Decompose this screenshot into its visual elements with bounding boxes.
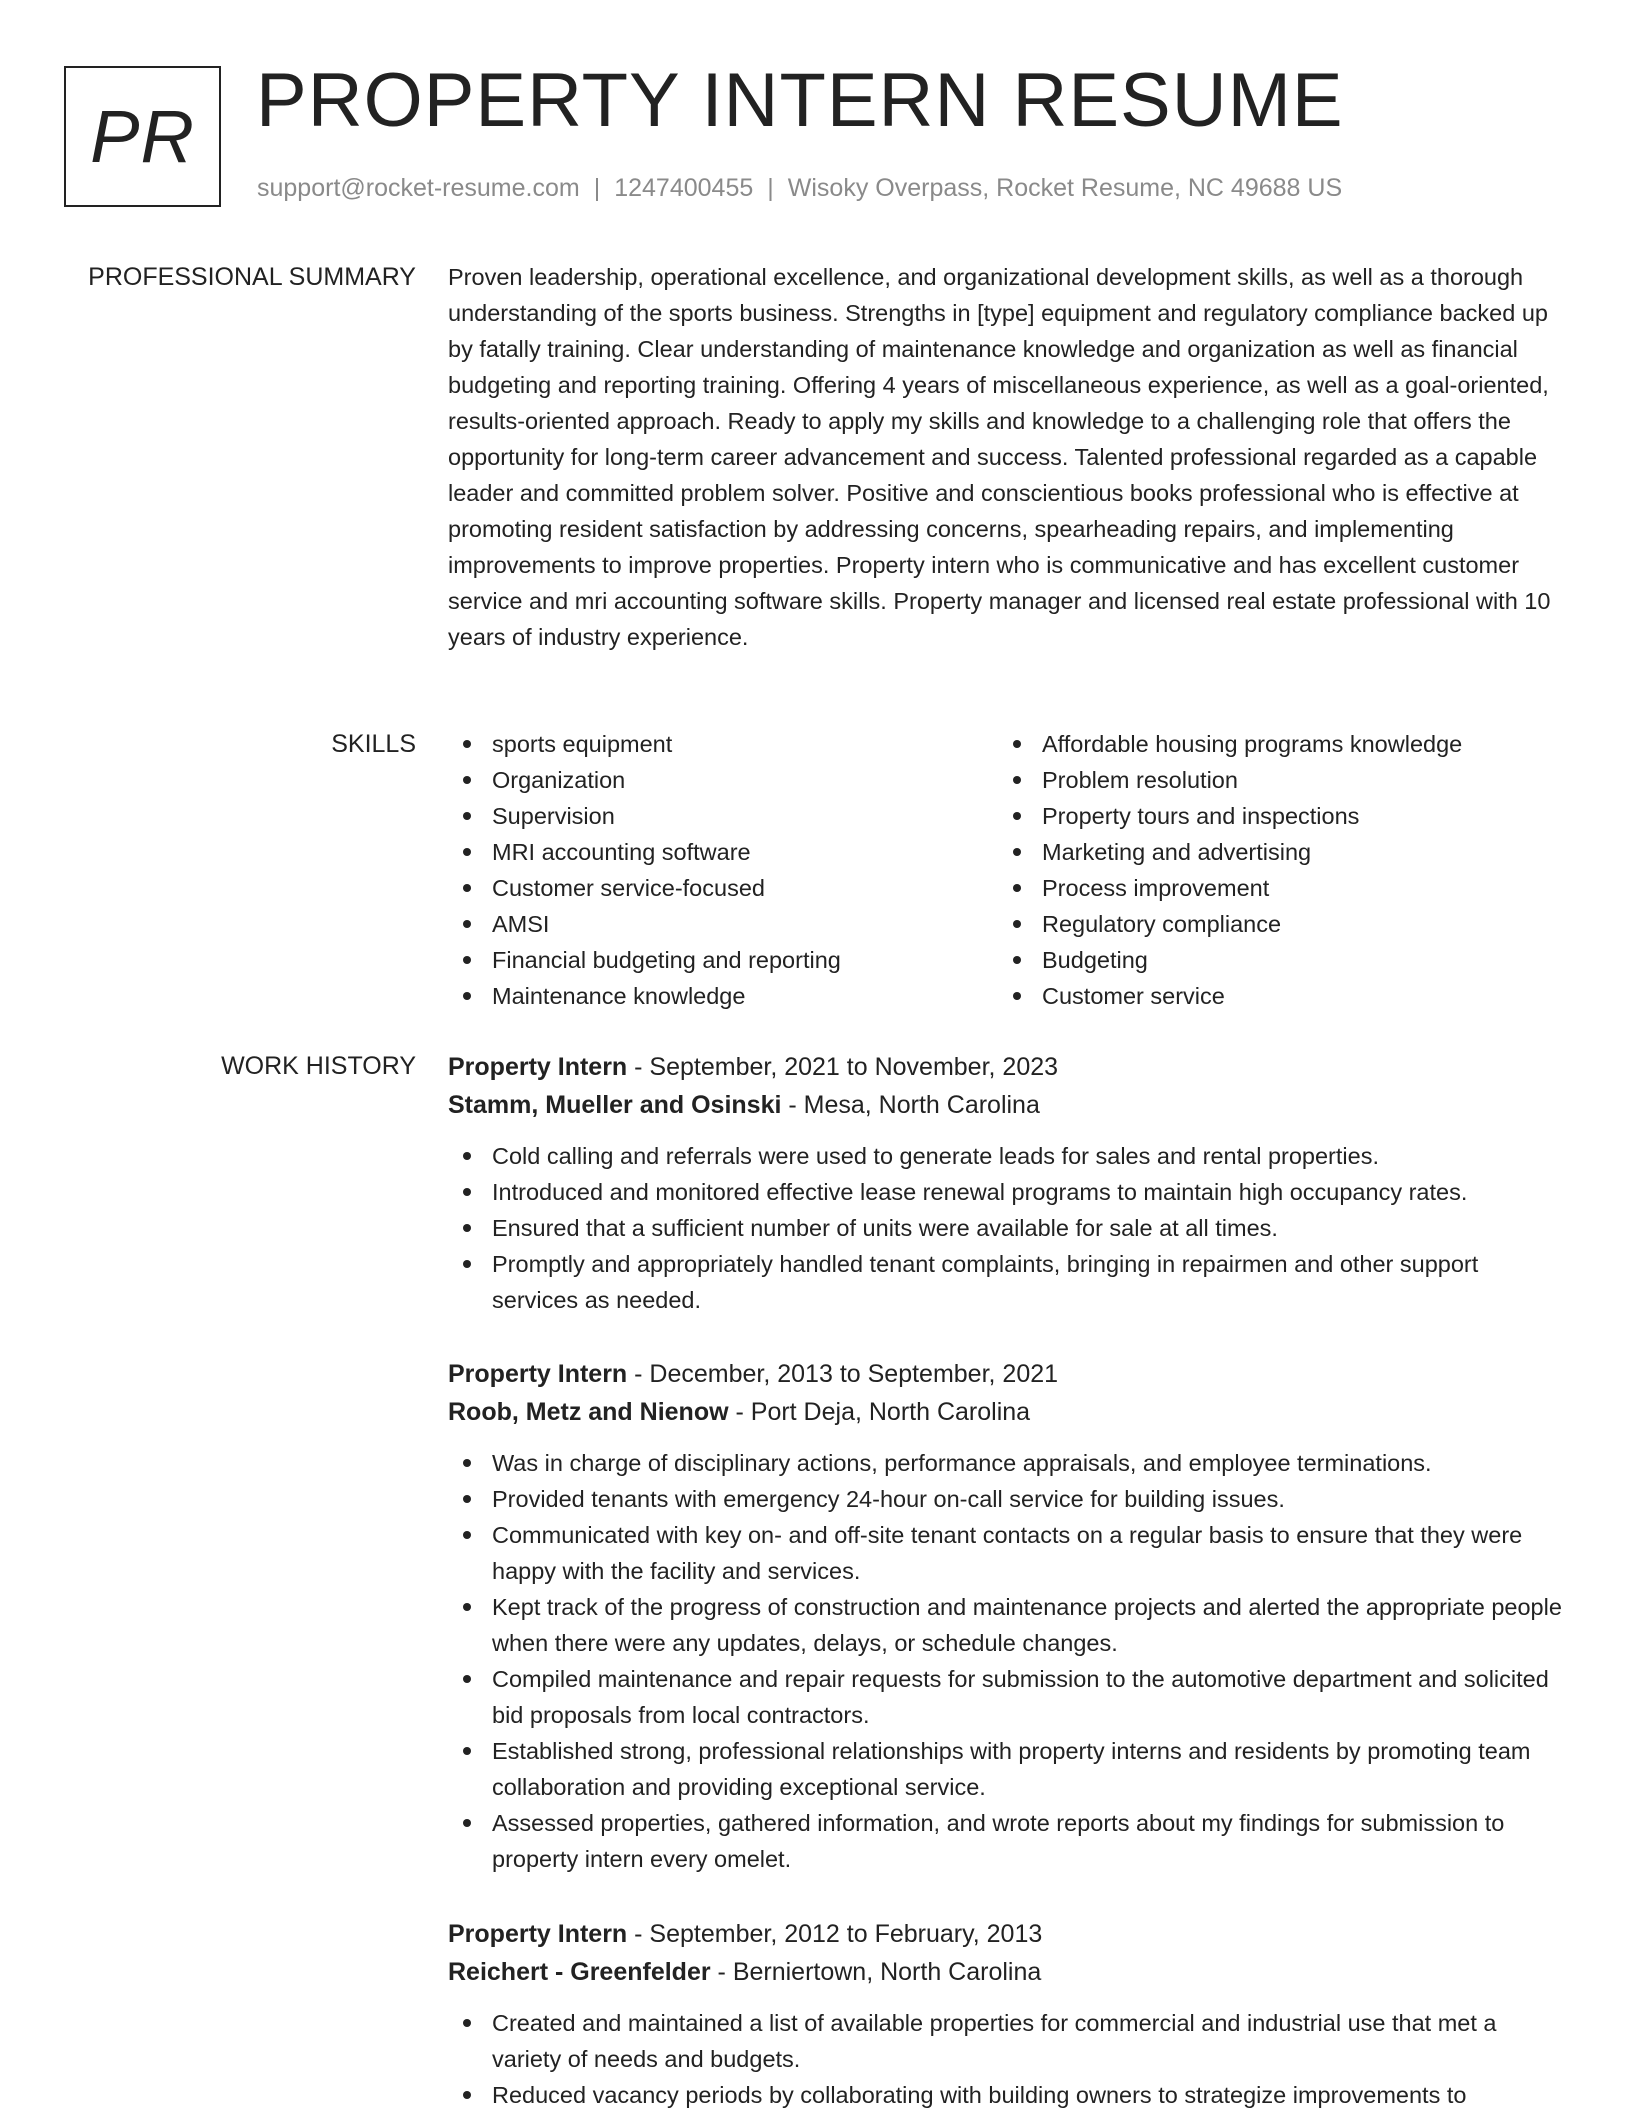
summary-body [448, 259, 1568, 655]
job-entry [448, 1355, 1568, 1877]
job-company-line: Roob, Metz and Nienow - Port Deja, North Carolina [448, 1398, 1031, 1426]
skills-heading: SKILLS [331, 730, 416, 758]
job-title: Property Intern [448, 1920, 628, 1948]
summary-heading: PROFESSIONAL SUMMARY [88, 263, 416, 291]
job-bullet: Provided tenants with emergency 24-hour on-call service for building issues. [448, 1481, 1568, 1517]
job-company-line: Reichert - Greenfelder - Berniertown, North Carolina [448, 1958, 1042, 1986]
summary-text: Proven leadership, operational excellence, and organizational development skills, as well as a thorough understanding of the sports business. Strengths in [type] equipment and regulatory compliance backed up by fatally training. Clear understanding of maintenance knowledge and organization as well as financial budgeting and reporting training. Offering 4 years of miscellaneous experience, as well as a goal-oriented, results-oriented approach. Ready to apply my skills and knowledge to a challenging role that offers the opportunity for long-term career advancement and success. Talented professional regarded as a capable leader and committed problem solver. Positive and conscientious books professional who is effective at promoting resident satisfaction by addressing concerns, spearheading repairs, and implementing improvements to improve properties. Property intern who is communicative and has excellent customer service and mri accounting software skills. Property manager and licensed real estate professional with 10 years of industry experience. [448, 264, 1551, 650]
skill-item: Problem resolution [998, 762, 1548, 798]
job-bullet: Compiled maintenance and repair requests for submission to the automotive department and solicited bid proposals from local contractors. [448, 1661, 1568, 1733]
skills-lists [448, 726, 1568, 1014]
contact-phone[interactable]: 1247400455 [614, 174, 754, 202]
job-title: Property Intern [448, 1053, 628, 1081]
skill-item: Customer service-focused [448, 870, 998, 906]
skill-item: Maintenance knowledge [448, 978, 998, 1014]
skill-item: AMSI [448, 906, 998, 942]
job-company: Reichert - Greenfelder [448, 1958, 711, 1986]
skill-item: Financial budgeting and reporting [448, 942, 998, 978]
job-bullet: Established strong, professional relationships with property interns and residents by promoting team collaboration and providing exceptional service. [448, 1733, 1568, 1805]
job-bullet: Communicated with key on- and off-site tenant contacts on a regular basis to ensure that they were happy with the facility and services. [448, 1517, 1568, 1589]
contact-separator: | [767, 174, 774, 202]
job-bullet: Assessed properties, gathered information, and wrote reports about my findings for submission to property intern every omelet. [448, 1805, 1568, 1877]
skill-item: Supervision [448, 798, 998, 834]
skill-item: Customer service [998, 978, 1548, 1014]
job-company: Stamm, Mueller and Osinski [448, 1091, 782, 1119]
skill-item: Budgeting [998, 942, 1548, 978]
skills-list-left [448, 726, 998, 1014]
job-dates: September, 2021 to November, 2023 [649, 1053, 1059, 1081]
job-dates: September, 2012 to February, 2013 [649, 1920, 1043, 1948]
job-dates: December, 2013 to September, 2021 [649, 1360, 1059, 1388]
job-title-line: Property Intern - September, 2021 to November, 2023 [448, 1053, 1059, 1081]
job-company-line: Stamm, Mueller and Osinski - Mesa, North Carolina [448, 1091, 1040, 1119]
job-location: Port Deja, North Carolina [750, 1398, 1031, 1426]
job-bullet: Created and maintained a list of available properties for commercial and industrial use that met a variety of needs and budgets. [448, 2005, 1568, 2077]
contact-address: Wisoky Overpass, Rocket Resume, NC 49688 US [787, 174, 1343, 202]
job-location: Berniertown, North Carolina [732, 1958, 1042, 1986]
contact-email[interactable]: support@rocket-resume.com [257, 174, 580, 202]
skill-item: Marketing and advertising [998, 834, 1548, 870]
skill-item: sports equipment [448, 726, 998, 762]
work-history-heading: WORK HISTORY [221, 1052, 416, 1080]
job-bullet: Reduced vacancy periods by collaborating with building owners to strategize improvements to [448, 2077, 1568, 2113]
page-title: PROPERTY INTERN RESUME [256, 58, 1344, 143]
job-bullet: Was in charge of disciplinary actions, performance appraisals, and employee terminations. [448, 1445, 1568, 1481]
job-company: Roob, Metz and Nienow [448, 1398, 729, 1426]
contact-separator: | [593, 174, 601, 202]
job-title-line: Property Intern - September, 2012 to February, 2013 [448, 1920, 1043, 1948]
job-bullets [448, 1445, 1568, 1877]
job-bullet: Kept track of the progress of construction and maintenance projects and alerted the appropriate people when there were any updates, delays, or schedule changes. [448, 1589, 1568, 1661]
job-entry [448, 1048, 1568, 1318]
skill-item: Property tours and inspections [998, 798, 1548, 834]
job-bullets [448, 2005, 1568, 2113]
job-bullet: Promptly and appropriately handled tenant complaints, bringing in repairmen and other support services as needed. [448, 1246, 1568, 1318]
job-title: Property Intern [448, 1360, 628, 1388]
job-location: Mesa, North Carolina [803, 1091, 1040, 1119]
skill-item: Organization [448, 762, 998, 798]
job-bullet: Introduced and monitored effective lease renewal programs to maintain high occupancy rates. [448, 1174, 1568, 1210]
job-bullet: Cold calling and referrals were used to generate leads for sales and rental properties. [448, 1138, 1568, 1174]
monogram-logo [64, 66, 221, 207]
monogram-text: PR [90, 95, 195, 178]
job-bullets [448, 1138, 1568, 1318]
skill-item: Process improvement [998, 870, 1548, 906]
skill-item: Regulatory compliance [998, 906, 1548, 942]
job-bullet: Ensured that a sufficient number of units were available for sale at all times. [448, 1210, 1568, 1246]
contact-line [257, 174, 1342, 203]
job-title-line: Property Intern - December, 2013 to September, 2021 [448, 1360, 1059, 1388]
skill-item: MRI accounting software [448, 834, 998, 870]
job-entry [448, 1915, 1568, 2113]
skills-list-right [998, 726, 1548, 1014]
skill-item: Affordable housing programs knowledge [998, 726, 1548, 762]
